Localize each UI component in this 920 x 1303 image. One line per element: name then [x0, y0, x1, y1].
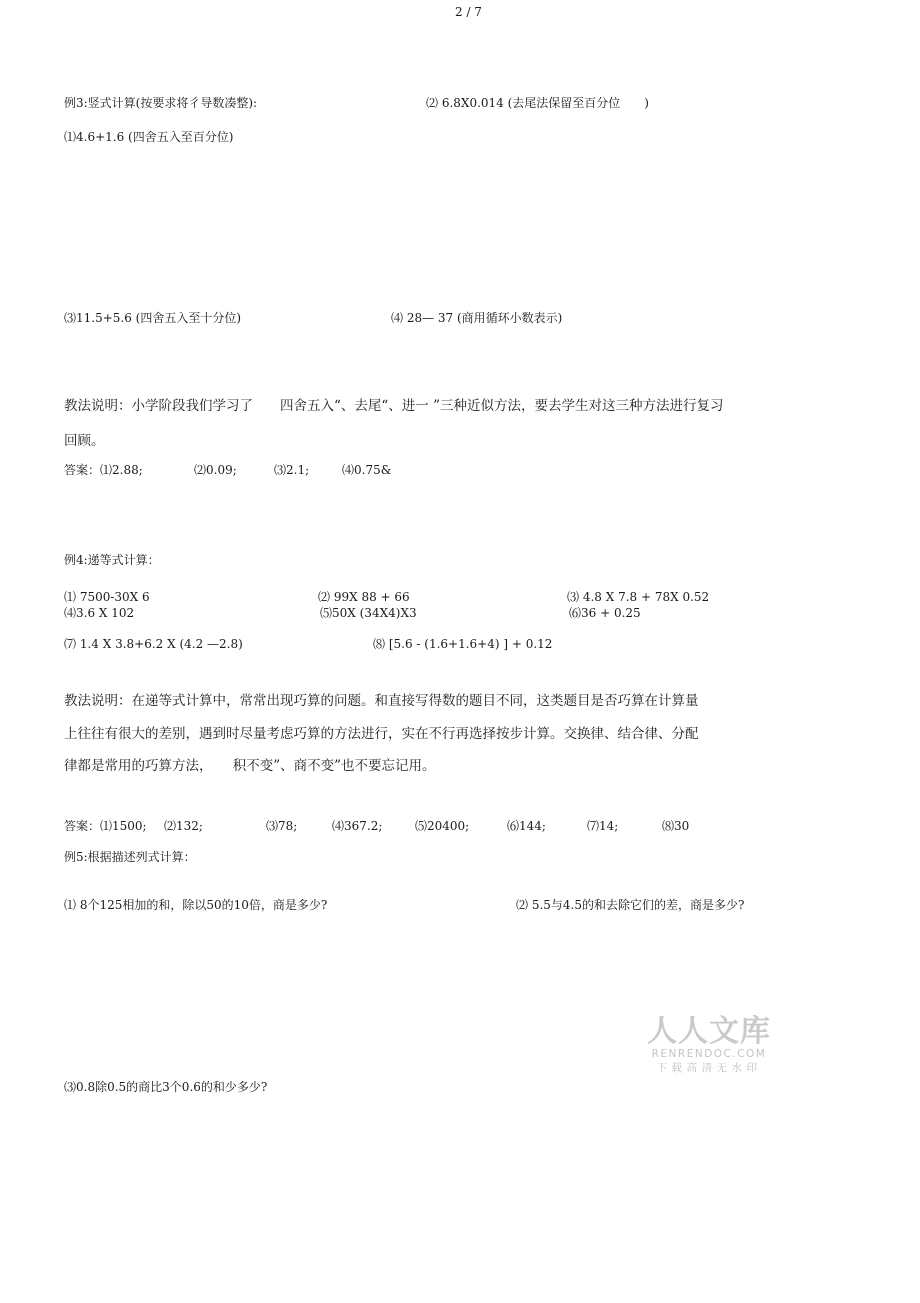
example3-answer-label-1: 答案：⑴2.88; [64, 463, 143, 477]
watermark-domain: RENRENDOC.COM [651, 1048, 767, 1060]
example4-method-line3: 律都是常用的巧算方法， 积不变”、商不变”也不要忘记用。 [64, 758, 436, 774]
example4-problem-4: ⑷3.6 X 102 [64, 606, 135, 620]
example3-title: 例3:竖式计算(按要求将彳导数凑整): [64, 96, 258, 110]
example4-problem-6: ⑹36 + 0.25 [569, 606, 641, 620]
example3-method-line2: 回顾。 [64, 433, 105, 449]
example4-answer-3: ⑶78; [266, 819, 298, 833]
example4-problem-1: ⑴ 7500-30X 6 [64, 590, 150, 604]
example4-problem-2: ⑵ 99X 88 + 66 [318, 590, 410, 604]
watermark-logo [646, 1016, 772, 1075]
example4-answer-4: ⑷367.2; [332, 819, 383, 833]
example4-answer-1: 答案：⑴1500; [64, 819, 147, 833]
example4-answer-7: ⑺14; [587, 819, 619, 833]
example3-method-line1: 教法说明：小学阶段我们学习了 四舍五入“、去尾“、进一 ”三种近似方法，要去学生对这三种方法进行复习 [64, 398, 724, 414]
example5-title: 例5:根据描述列式计算： [64, 850, 196, 864]
example3-question-1: ⑴4.6+1.6 (四舍五入至百分位) [64, 130, 234, 144]
example3-question-3: ⑶11.5+5.6 (四舍五入至十分位) [64, 311, 242, 325]
example4-method-line1: 教法说明：在递等式计算中，常常出现巧算的问题。和直接写得数的题目不同，这类题目是否巧算在计算量 [64, 693, 699, 709]
example3-question-2: ⑵ 6.8X0.014 (去尾法保留至百分位 ) [426, 96, 649, 110]
example3-answer-2: ⑵0.09; [194, 463, 237, 477]
example3-question-4: ⑷ 28— 37 (商用循环小数表示) [391, 311, 563, 325]
watermark-title: 人人文库 [647, 1014, 771, 1049]
example4-answer-5: ⑸20400; [415, 819, 470, 833]
example4-method-line2: 上往往有很大的差别，遇到时尽量考虑巧算的方法进行，实在不行再选择按步计算。交换律、结合律、分配 [64, 726, 699, 742]
example3-answer-4: ⑷0.75& [342, 463, 392, 477]
example5-question-1: ⑴ 8个125相加的和，除以50的10倍，商是多少? [64, 898, 328, 912]
example4-answer-8: ⑻30 [662, 819, 690, 833]
example4-title: 例4:递等式计算： [64, 553, 160, 567]
example4-problem-3: ⑶ 4.8 X 7.8 + 78X 0.52 [567, 590, 710, 604]
example4-answer-6: ⑹144; [507, 819, 546, 833]
example5-question-3: ⑶0.8除0.5的商比3个0.6的和少多少? [64, 1080, 268, 1094]
example4-answer-2: ⑵132; [164, 819, 203, 833]
page-number: 2 / 7 [455, 5, 482, 19]
example4-problem-7: ⑺ 1.4 X 3.8+6.2 X (4.2 —2.8) [64, 637, 243, 651]
watermark-slogan: 下载高清无水印 [656, 1062, 762, 1074]
example4-problem-5: ⑸50X (34X4)X3 [320, 606, 417, 620]
example3-answer-3: ⑶2.1; [274, 463, 310, 477]
example5-question-2: ⑵ 5.5与4.5的和去除它们的差，商是多少? [516, 898, 745, 912]
example4-problem-8: ⑻ [5.6 - (1.6+1.6+4) ] + 0.12 [373, 637, 553, 651]
